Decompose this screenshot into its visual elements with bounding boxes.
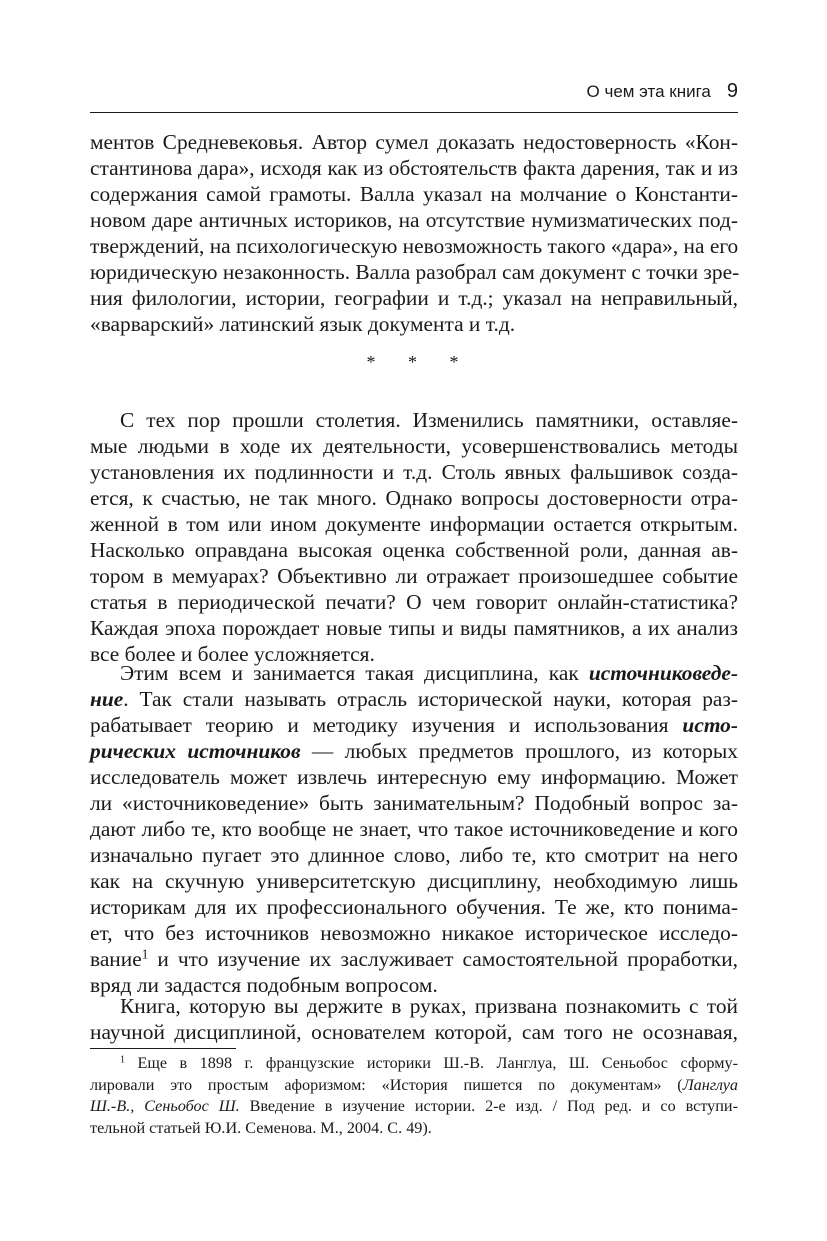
footnote-line — [90, 1075, 738, 1097]
term-historical-sources-end: рических источников — [90, 739, 301, 763]
text-line: содержания самой грамоты. Валла указал на молчание о Константи- — [90, 182, 738, 206]
text-line — [90, 712, 738, 738]
text-line: тверждений, на психологическую невозможность такого «дара», на его — [90, 234, 739, 258]
text-line: статья в периодической печати? О чем говорит онлайн-статистика? — [90, 590, 738, 614]
paragraph-1 — [90, 129, 738, 337]
text-line: Каждая эпоха порождает новые типы и виды памятников, а их анализ — [90, 616, 738, 640]
text-line — [90, 946, 738, 972]
text-line: исследователь может извлечь интересную ему информацию. Может — [90, 765, 738, 789]
footnote-marker: 1 — [120, 1054, 126, 1066]
text-run: рабатывает теорию и методику изучения и использования — [90, 713, 683, 737]
text-line: установления их подлинности и т.д. Столь явных фальшивок созда- — [90, 460, 738, 484]
text-line: дают либо те, кто вообще не знает, что такое источниковедение и кого — [90, 817, 738, 841]
text-line: ли «источниковедение» быть занимательным? Подобный вопрос за- — [90, 791, 738, 815]
author-name: Ланглуа — [682, 1075, 738, 1094]
footnote-reference: 1 — [141, 946, 149, 962]
footnote-line — [90, 1096, 738, 1118]
text-run: — любых предметов прошлого, из которых — [300, 739, 738, 763]
text-line: вряд ли задастся подобным вопросом. — [90, 973, 438, 997]
text-line: как на скучную университетскую дисциплину, необходимую лишь — [90, 869, 738, 893]
term-source-studies-end: ние — [90, 687, 124, 711]
text-line: юридическую незаконность. Валла разобрал сам документ с точки зре- — [90, 260, 740, 284]
asterisk: * — [366, 352, 378, 372]
footnote-rule — [90, 1048, 236, 1049]
text-line: ется, к счастью, не так много. Однако вопросы достоверности отра- — [90, 486, 738, 510]
text-line: ния филологии, истории, географии и т.д.; указал на неправильный, — [90, 286, 738, 310]
page-number: 9 — [726, 80, 738, 102]
term-source-studies: источниковеде- — [588, 661, 738, 685]
paragraph-4 — [90, 993, 738, 1045]
text-line: тором в мемуарах? Объективно ли отражает произошедшее событие — [90, 564, 738, 588]
footnote-line: тельной статьей Ю.И. Семенова. М., 2004. С. 49). — [90, 1118, 432, 1137]
author-name: Ш.-В., Сеньобос Ш. — [90, 1097, 240, 1115]
text-run: Введение в изучение истории. 2-е изд. / Под ред. и со вступи- — [239, 1097, 738, 1115]
text-run: лировали это простым афоризмом: «История пишется по документам» ( — [90, 1075, 683, 1094]
text-line: Книга, которую вы держите в руках, призвана познакомить с той — [120, 994, 738, 1018]
text-run: Еще в 1898 г. французские историки Ш.-В. Ланглуа, Ш. Сеньобос сформу- — [125, 1054, 738, 1072]
text-line — [90, 686, 738, 712]
text-line: изначально пугает это длинное слово, либо те, кто смотрит на него — [90, 843, 738, 867]
text-line: ет, что без источников невозможно никакое историческое исследо- — [90, 921, 738, 945]
text-line: научной дисциплиной, основателем которой, сам того не осознавая, — [90, 1020, 738, 1044]
text-line — [90, 738, 738, 764]
asterisk: * — [449, 352, 461, 372]
text-line: ментов Средневековья. Автор сумел доказать недостоверность «Кон- — [90, 130, 738, 154]
text-run: Этим всем и занимается такая дисциплина, как — [120, 661, 589, 685]
text-line: Насколько оправдана высокая оценка собственной роли, данная ав- — [90, 538, 738, 562]
text-line — [90, 660, 738, 686]
paragraph-2 — [90, 407, 738, 667]
text-run: вание — [90, 947, 142, 971]
text-line: С тех пор прошли столетия. Изменились памятники, оставляе- — [120, 408, 738, 432]
text-line: историкам для их профессионального обучения. Те же, кто понима- — [90, 895, 738, 919]
header-rule — [90, 112, 738, 113]
text-run: . Так стали называть отрасль исторической науки, которая раз- — [123, 687, 738, 711]
text-line: все более и более усложняется. — [90, 642, 375, 666]
header-title: О чем эта книга — [586, 82, 711, 101]
footnote-line — [90, 1053, 738, 1075]
text-line: женной в том или ином документе информации остается открытым. — [90, 512, 738, 536]
running-header — [90, 80, 738, 103]
text-line: стантинова дара», исходя как из обстоятельств факта дарения, так и из — [90, 156, 738, 180]
text-line: мые людьми в ходе их деятельности, усовершенствовались методы — [90, 434, 738, 458]
asterisk: * — [408, 352, 419, 372]
paragraph-3 — [90, 660, 738, 998]
text-line: новом даре античных историков, на отсутствие нумизматических под- — [90, 208, 738, 232]
term-historical-sources: исто- — [682, 713, 738, 737]
text-line: «варварский» латинский язык документа и т.д. — [90, 312, 516, 336]
section-separator — [0, 352, 827, 373]
text-run: и что изучение их заслуживает самостоятельной проработки, — [148, 947, 738, 971]
footnote — [90, 1053, 738, 1139]
